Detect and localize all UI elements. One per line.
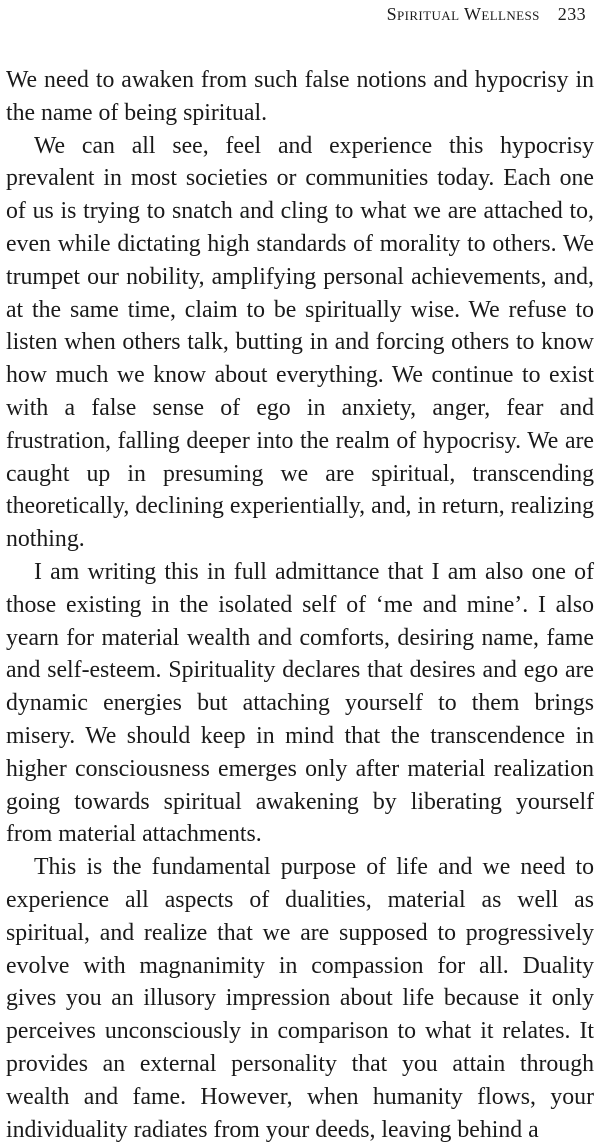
paragraph-2: We can all see, feel and experience this hypocrisy prevalent in most societies or communities today. Each one of us is trying to snatch and cling to what we are attached to, even while dictating high standards of morality to others. We trumpet our nobility, amplifying personal achievements, and, at the same time, claim to be spiritually wise. We refuse to listen when others talk, butting in and forcing others to know how much we know about everything. We continue to exist with a false sense of ego in anxiety, anger, fear and frustration, falling deeper into the realm of hypocrisy. We are caught up in presuming we are spiritual, transcending theoretically, declining experientially, and, in return, realizing nothing.	[6, 132, 594, 553]
paragraph-1: We need to awaken from such false notions and hypocrisy in the name of being spiritual.	[6, 67, 594, 126]
paragraph-3: I am writing this in full admittance that I am also one of those existing in the isolated self of ‘me and mine’. I also yearn for material wealth and comforts, desiring name, fame and self-esteem. Spirituality declares that desires and ego are dynamic energies but attaching yourself to them brings misery. We should keep in mind that the transcendence in higher consciousness emerges only after material realization going towards spiritual awakening by liberating yourself from material attachments.	[6, 558, 594, 848]
running-title: Spiritual Wellness	[386, 3, 540, 24]
running-head	[387, 0, 586, 28]
paragraph-4: This is the fundamental purpose of life and we need to experience all aspects of dualities, material as well as spiritual, and realize that we are supposed to progressively evolve with magnanimity in compassion for all. Duality gives you an illusory impression about life because it only perceives unconsciously in comparison to what it relates. It provides an external personality that you attain through wealth and fame. However, when humanity flows, your individuality radiates from your deeds, leaving behind a	[6, 854, 594, 1143]
body-text	[6, 64, 594, 1146]
page-number: 233	[557, 3, 586, 24]
